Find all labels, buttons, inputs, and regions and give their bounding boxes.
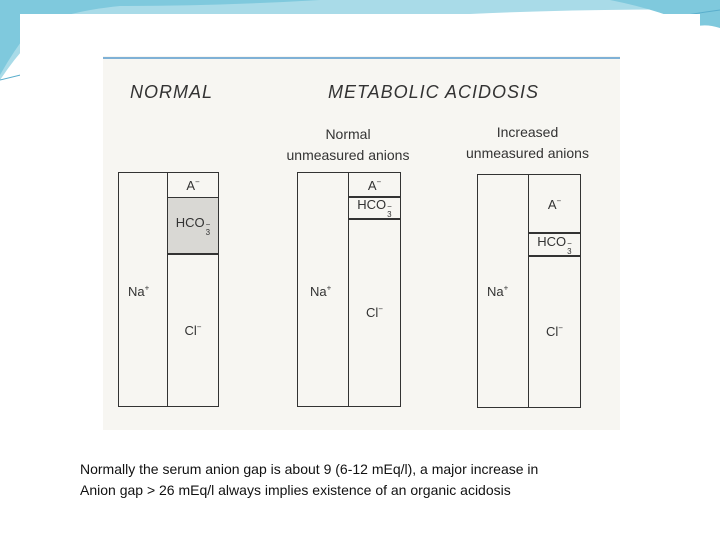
label-na-acidosis-normal-gap: Na+ [310, 284, 332, 300]
segment-cl-normal: Cl− [167, 253, 219, 407]
segment-a-normal: A− [167, 172, 219, 199]
caption-line-2: Anion gap > 26 mEq/l always implies existence of an organic acidosis [80, 482, 511, 498]
caption-line-1: Normally the serum anion gap is about 9 (6-12 mEq/l), a major increase in [80, 461, 539, 477]
caption [80, 459, 680, 501]
segment-hco3-acidosis-increased-gap: HCO − 3 [528, 232, 581, 257]
subtitle-increased-unmeasured: Increased unmeasured anions [466, 124, 589, 161]
segment-cl-acidosis-increased-gap: Cl− [528, 255, 581, 408]
heading-metabolic-acidosis: METABOLIC ACIDOSIS [328, 82, 540, 102]
segment-cl-acidosis-normal-gap: Cl− [348, 218, 401, 407]
subtitle-normal-unmeasured: Normal unmeasured anions [286, 126, 410, 163]
heading-normal: NORMAL [130, 82, 214, 102]
figure-top-rule [103, 57, 620, 59]
label-na-normal: Na+ [128, 284, 150, 300]
segment-hco3-acidosis-normal-gap: HCO − 3 [348, 196, 401, 220]
segment-hco3-normal: HCO − 3 [167, 197, 219, 255]
label-na-acidosis-increased-gap: Na+ [487, 284, 509, 300]
segment-a-acidosis-normal-gap: A− [348, 172, 401, 198]
segment-a-acidosis-increased-gap: A− [528, 174, 581, 234]
